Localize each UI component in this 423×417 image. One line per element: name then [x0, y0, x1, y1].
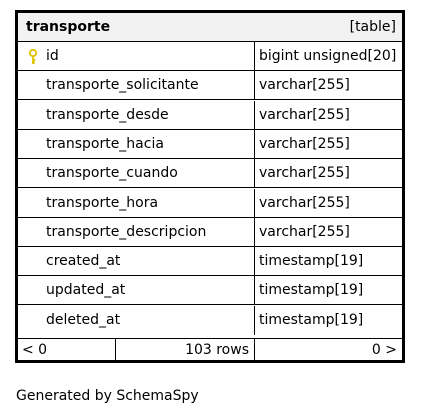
column-row	[18, 189, 402, 218]
column-type: varchar[255]	[254, 130, 402, 158]
column-name: updated_at	[46, 282, 126, 299]
column-name: transporte_cuando	[46, 165, 178, 182]
table-name: transporte	[26, 19, 111, 35]
column-row	[18, 42, 402, 71]
column-name: created_at	[46, 253, 121, 270]
generated-by: Generated by SchemaSpy	[16, 388, 199, 404]
column-name: deleted_at	[46, 312, 121, 329]
column-type: varchar[255]	[254, 218, 402, 246]
column-type: varchar[255]	[254, 101, 402, 129]
row-count: 103 rows	[115, 339, 254, 360]
table-footer	[18, 338, 402, 360]
column-type: timestamp[19]	[254, 306, 402, 335]
column-name: transporte_hora	[46, 194, 159, 211]
children-count: 0 >	[254, 339, 402, 360]
parents-count: < 0	[22, 341, 48, 358]
column-row	[18, 71, 402, 100]
key-icon	[28, 49, 38, 65]
column-type: varchar[255]	[254, 189, 402, 217]
column-name: transporte_descripcion	[46, 223, 207, 240]
table-transporte	[15, 10, 405, 363]
column-row	[18, 101, 402, 130]
table-header	[18, 13, 402, 42]
column-row	[18, 130, 402, 159]
column-name: transporte_hacia	[46, 135, 164, 152]
column-name: transporte_desde	[46, 106, 169, 123]
column-type: bigint unsigned[20]	[254, 42, 402, 70]
column-type: varchar[255]	[254, 159, 402, 187]
column-row	[18, 159, 402, 188]
table-kind: [table]	[349, 19, 396, 35]
column-type: timestamp[19]	[254, 276, 402, 304]
column-row	[18, 306, 402, 335]
column-name: transporte_solicitante	[46, 77, 199, 94]
column-type: timestamp[19]	[254, 247, 402, 275]
column-row	[18, 247, 402, 276]
column-type: varchar[255]	[254, 71, 402, 99]
column-name: id	[46, 48, 59, 64]
column-row	[18, 218, 402, 247]
column-row	[18, 276, 402, 305]
